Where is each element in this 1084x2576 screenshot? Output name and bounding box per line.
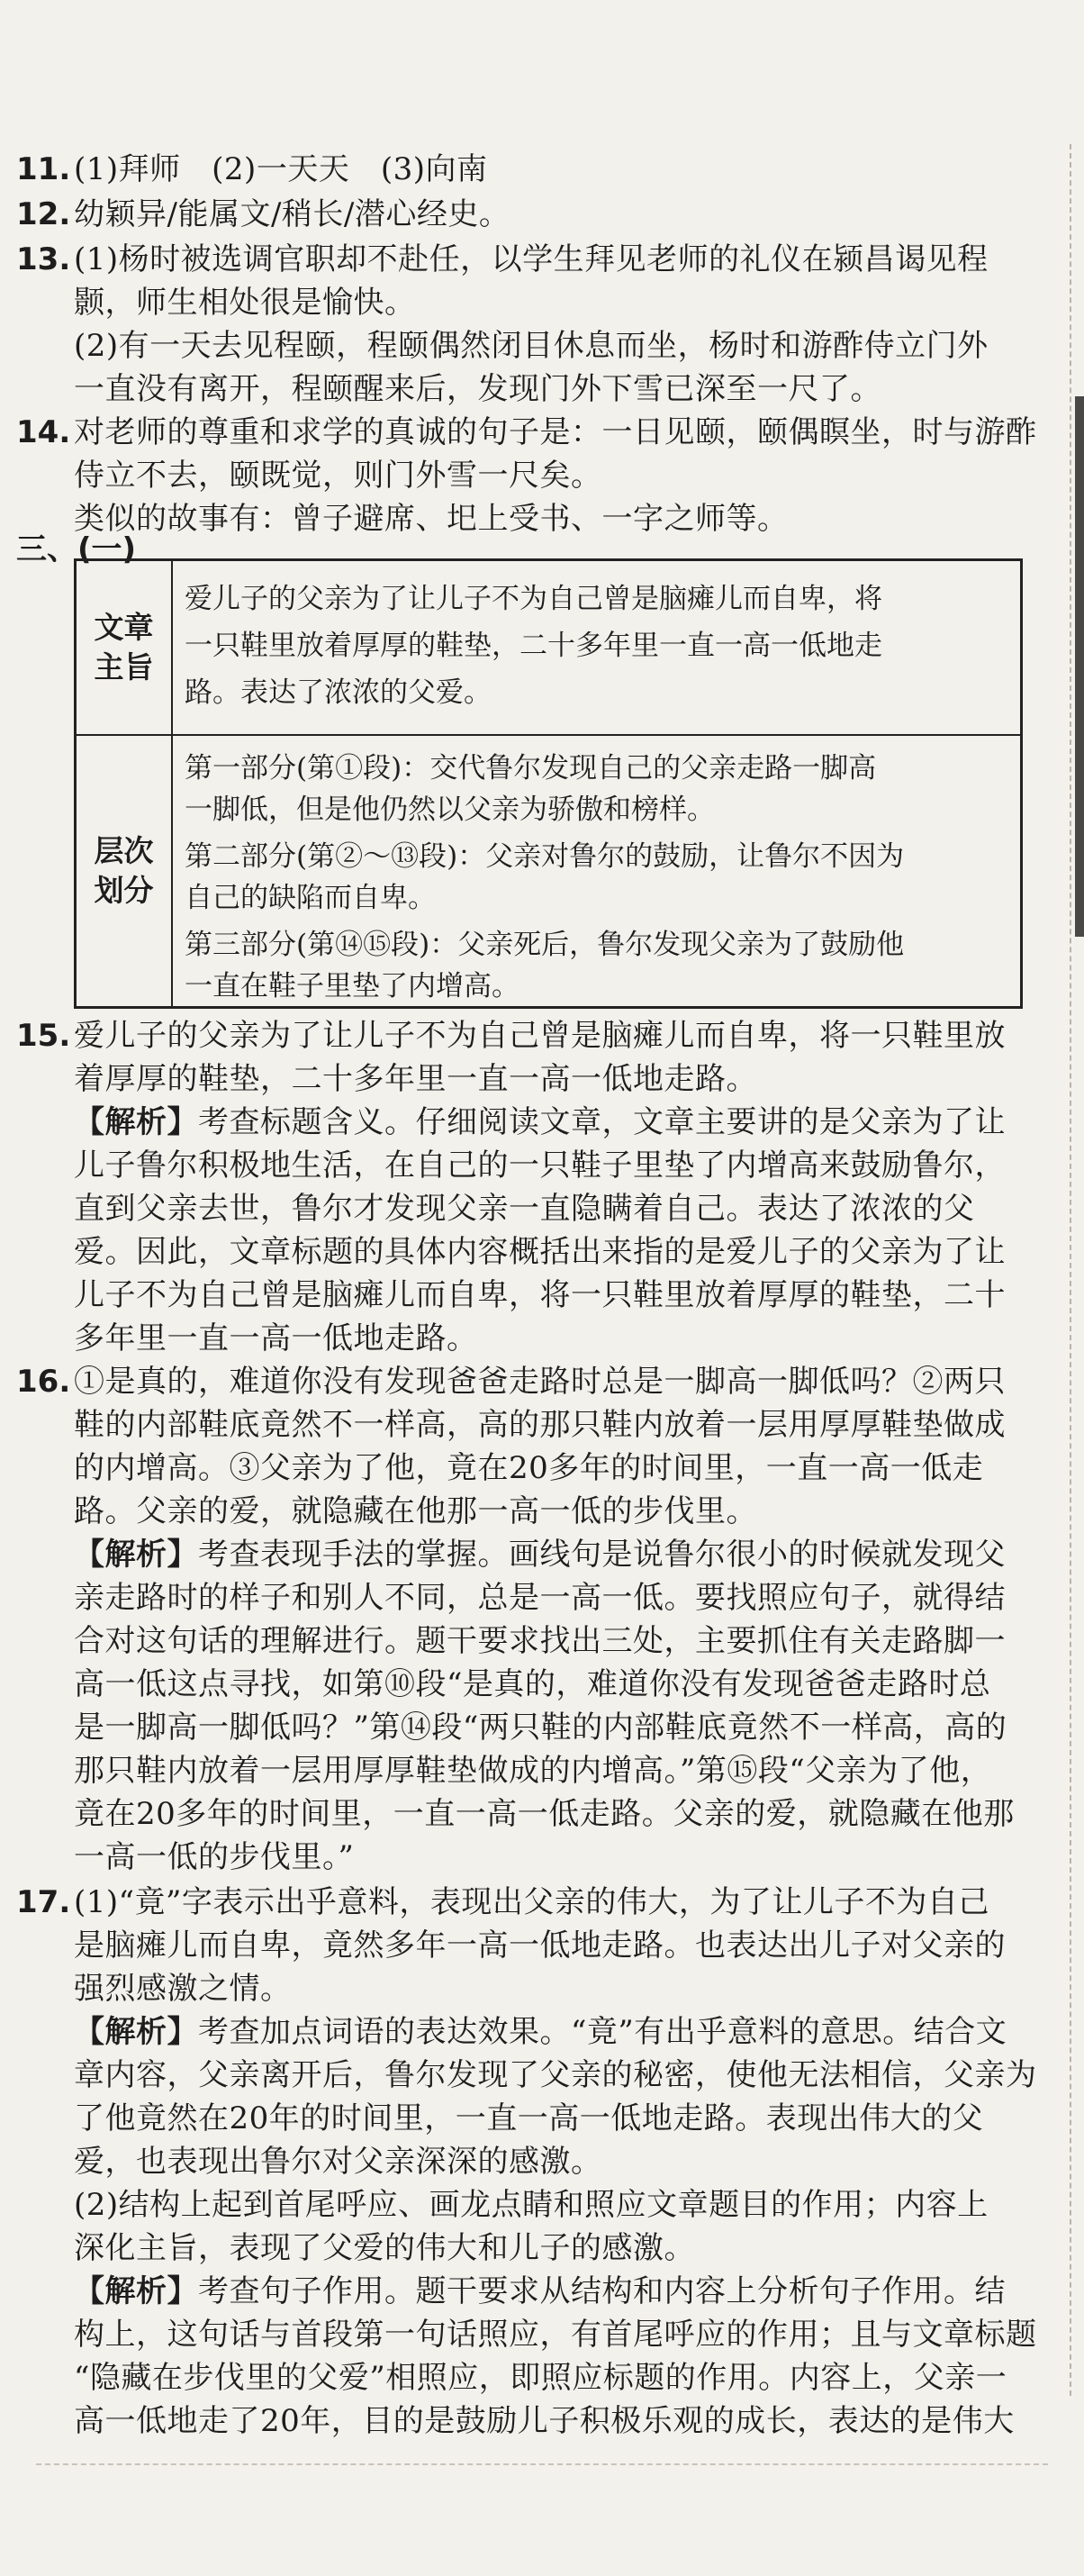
q15-line: 儿子鲁尔积极地生活，在自己的一只鞋子里垫了内增高来鼓励鲁尔，	[74, 1147, 1006, 1184]
q15-analysis-line: 【解析】考查标题含义。仔细阅读文章，文章主要讲的是父亲为了让	[74, 1104, 1006, 1140]
q14-line: 侍立不去，颐既觉，则门外雪一尺矣。	[74, 458, 602, 494]
q13-number: 13.	[16, 241, 71, 277]
q17-line: 构上，这句话与首段第一句话照应，有首尾呼应的作用；且与文章标题	[74, 2317, 1037, 2353]
q13-line: (1)杨时被选调官职却不赴任，以学生拜见老师的礼仪在颍昌谒见程	[74, 241, 989, 277]
table-cell-theme: 爱儿子的父亲为了让儿子不为自己曾是脑瘫儿而自卑，将	[185, 583, 882, 615]
q11-text: (1)拜师 (2)一天天 (3)向南	[74, 151, 488, 187]
table-header-structure: 层次	[94, 833, 154, 868]
table-cell-structure: 第一部分(第①段)：交代鲁尔发现自己的父亲走路一脚高	[185, 752, 877, 785]
binding-strip	[1075, 396, 1084, 937]
q16-line: 鞋的内部鞋底竟然不一样高，高的那只鞋内放着一层用厚厚鞋垫做成	[74, 1407, 1006, 1443]
q16-line: 是一脚高一脚低吗？”第⑭段“两只鞋的内部鞋底竟然不一样高，高的	[74, 1710, 1007, 1746]
q17-number: 17.	[16, 1884, 71, 1920]
table-cell-structure: 一脚低，但是他仍然以父亲为骄傲和榜样。	[185, 794, 715, 826]
table-cell-structure: 第二部分(第②～⑬段)：父亲对鲁尔的鼓励，让鲁尔不因为	[185, 840, 905, 873]
q17-line: 爱，也表现出鲁尔对父亲深深的感激。	[74, 2144, 602, 2180]
q17-line: 强烈感激之情。	[74, 1971, 292, 2007]
q12-text: 幼颖异/能属文/稍长/潜心经史。	[74, 196, 510, 232]
table-divider	[77, 734, 1020, 736]
q17-line: (1)“竟”字表示出乎意料，表现出父亲的伟大，为了让儿子不为自己	[74, 1884, 989, 1920]
table-cell-structure: 自己的缺陷而自卑。	[185, 882, 436, 914]
analysis-tag: 【解析】	[74, 1537, 198, 1573]
q11-number: 11.	[16, 151, 71, 187]
table-header-theme: 主旨	[94, 649, 154, 685]
q16-line: 那只鞋内放着一层用厚厚鞋垫做成的内增高。”第⑮段“父亲为了他，	[74, 1753, 992, 1789]
q16-line: 的内增高。③父亲为了他，竟在20多年的时间里，一直一高一低走	[74, 1450, 984, 1486]
analysis-tag: 【解析】	[74, 2273, 198, 2309]
q14-line: 类似的故事有：曾子避席、圯上受书、一字之师等。	[74, 501, 789, 537]
q17-line: 是脑瘫儿而自卑，竟然多年一高一低地走路。也表达出儿子对父亲的	[74, 1927, 1006, 1964]
q17-line: “隐藏在步伐里的父爱”相照应，即照应标题的作用。内容上，父亲一	[74, 2360, 1007, 2396]
q17-line: 章内容，父亲离开后，鲁尔发现了父亲的秘密，使他无法相信，父亲为	[74, 2057, 1037, 2093]
q15-line: 直到父亲去世，鲁尔才发现父亲一直隐瞒着自己。表达了浓浓的父	[74, 1191, 975, 1227]
q13-line: 一直没有离开，程颐醒来后，发现门外下雪已深至一尺了。	[74, 371, 881, 407]
q17-analysis-line: 【解析】考查句子作用。题干要求从结构和内容上分析句子作用。结	[74, 2273, 1006, 2309]
table-header-structure: 划分	[94, 873, 154, 908]
q16-line: 竟在20多年的时间里，一直一高一低走路。父亲的爱，就隐藏在他那	[74, 1796, 1015, 1832]
q15-number: 15.	[16, 1018, 71, 1054]
q15-line: 多年里一直一高一低地走路。	[74, 1320, 478, 1356]
q17-line: 高一低地走了20年，目的是鼓励儿子积极乐观的成长，表达的是伟大	[74, 2403, 1015, 2439]
q16-line: 一高一低的步伐里。”	[74, 1839, 355, 1875]
page-fold-edge	[1068, 144, 1071, 2396]
table-divider	[171, 561, 173, 1006]
page-bottom-rule	[36, 2463, 1048, 2465]
q16-line: 高一低这点寻找，如第⑩段“是真的，难道你没有发现爸爸走路时总	[74, 1666, 991, 1702]
q15-line: 儿子不为自己曾是脑瘫儿而自卑，将一只鞋里放着厚厚的鞋垫，二十	[74, 1277, 1006, 1313]
q12-number: 12.	[16, 196, 71, 232]
table-cell-structure: 一直在鞋子里垫了内增高。	[185, 970, 519, 1002]
q17-analysis-line: 【解析】考查加点词语的表达效果。“竟”有出乎意料的意思。结合文	[74, 2014, 1007, 2050]
q17-line: 深化主旨，表现了父爱的伟大和儿子的感激。	[74, 2230, 695, 2266]
q15-line: 爱。因此，文章标题的具体内容概括出来指的是爱儿子的父亲为了让	[74, 1234, 1006, 1270]
analysis-tag: 【解析】	[74, 2014, 198, 2050]
q16-line: 路。父亲的爱，就隐藏在他那一高一低的步伐里。	[74, 1493, 757, 1529]
q14-number: 14.	[16, 414, 71, 450]
q13-line: (2)有一天去见程颐，程颐偶然闭目休息而坐，杨时和游酢侍立门外	[74, 328, 989, 364]
summary-table	[74, 558, 1023, 1009]
table-cell-theme: 路。表达了浓浓的父爱。	[185, 676, 492, 709]
q14-line: 对老师的尊重和求学的真诚的句子是：一日见颐，颐偶瞑坐，时与游酢	[74, 414, 1037, 450]
q16-line: 亲走路时的样子和别人不同，总是一高一低。要找照应句子，就得结	[74, 1580, 1006, 1616]
q16-analysis-line: 【解析】考查表现手法的掌握。画线句是说鲁尔很小的时候就发现父	[74, 1537, 1006, 1573]
q17-line: (2)结构上起到首尾呼应、画龙点睛和照应文章题目的作用；内容上	[74, 2187, 989, 2223]
q15-line: 爱儿子的父亲为了让儿子不为自己曾是脑瘫儿而自卑，将一只鞋里放	[74, 1018, 1006, 1054]
q16-line: 合对这句话的理解进行。题干要求找出三处，主要抓住有关走路脚一	[74, 1623, 1006, 1659]
q17-line: 了他竟然在20年的时间里，一直一高一低地走路。表现出伟大的父	[74, 2100, 984, 2136]
q15-line: 着厚厚的鞋垫，二十多年里一直一高一低地走路。	[74, 1061, 757, 1097]
q13-line: 颢，师生相处很是愉快。	[74, 285, 416, 321]
section-heading: 三、(一)	[16, 531, 137, 567]
table-cell-theme: 一只鞋里放着厚厚的鞋垫，二十多年里一直一高一低地走	[185, 630, 882, 662]
table-header-theme: 文章	[94, 610, 154, 645]
analysis-tag: 【解析】	[74, 1104, 198, 1140]
q16-number: 16.	[16, 1364, 71, 1400]
table-cell-structure: 第三部分(第⑭⑮段)：父亲死后，鲁尔发现父亲为了鼓励他	[185, 929, 905, 961]
q16-line: ①是真的，难道你没有发现爸爸走路时总是一脚高一脚低吗？②两只	[74, 1364, 1006, 1400]
